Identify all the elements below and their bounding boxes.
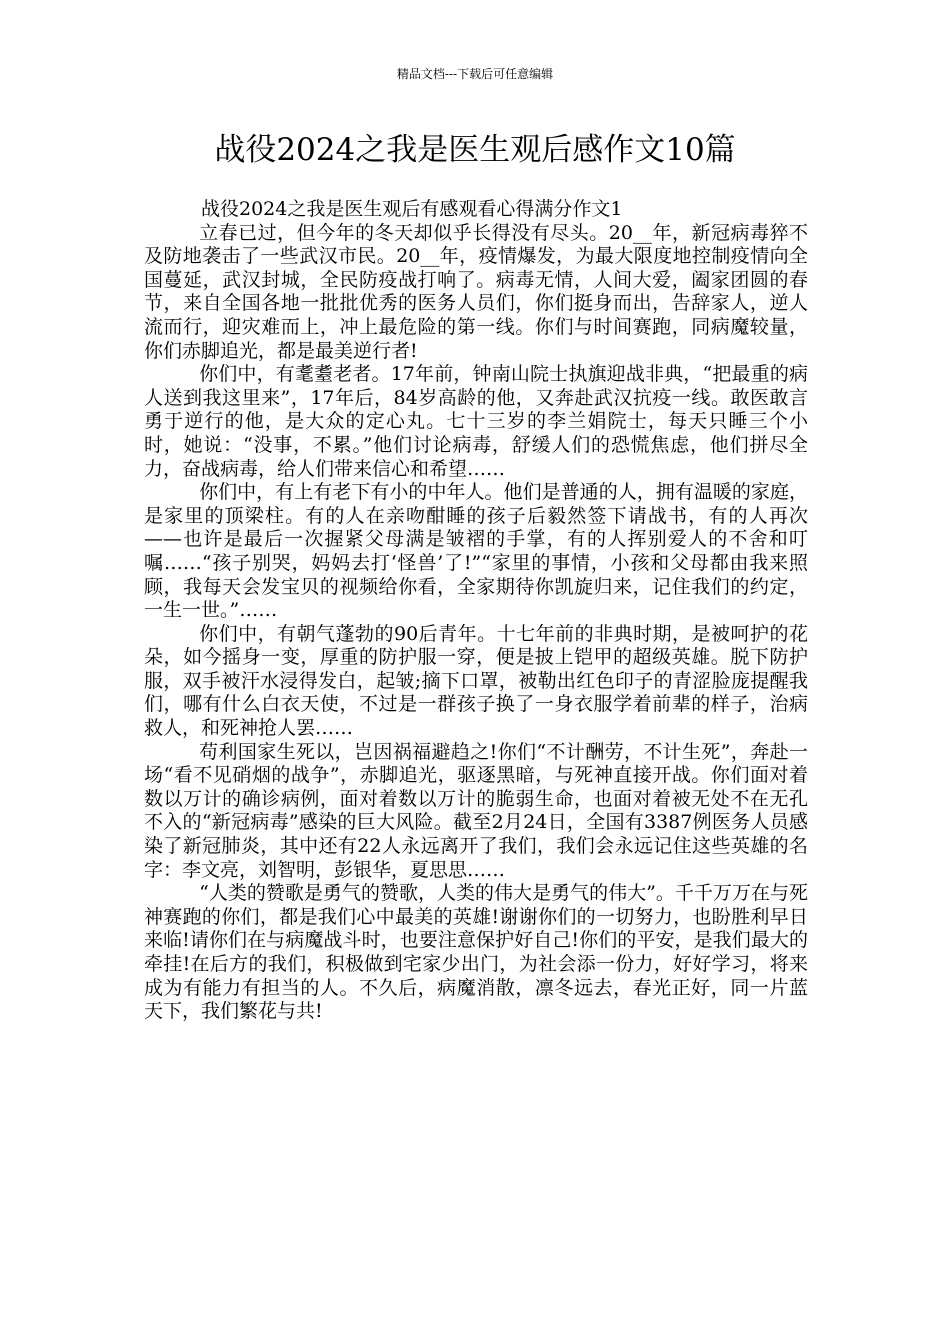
paragraph-4: 你们中，有朝气蓬勃的90后青年。十七年前的非典时期，是被呵护的花朵，如今摇身一变，厚重的防护服一穿，便是披上铠甲的超级英雄。脱下防护服，双手被汗水浸得发白，起皱;摘下口罩，被勒出红色印子的青涩脸庞提醒我们，哪有什么白衣天使，不过是一群孩子换了一身衣服学着前辈的样子，治病救人，和死神抢人罢…… (144, 622, 808, 740)
document-body (144, 198, 808, 1024)
paragraph-5: 苟利国家生死以，岂因祸福避趋之!你们“不计酬劳，不计生死”，奔赴一场“看不见硝烟的战争”，赤脚追光，驱逐黑暗，与死神直接开战。你们面对着数以万计的确诊病例，面对着数以万计的脆弱生命，也面对着被无处不在无孔不入的“新冠病毒”感染的巨大风险。截至2月24日，全国有3387例医务人员感染了新冠肺炎，其中还有22人永远离开了我们，我们会永远记住这些英雄的名字：李文亮，刘智明，彭银华，夏思思…… (144, 740, 808, 881)
paragraph-6: “人类的赞歌是勇气的赞歌，人类的伟大是勇气的伟大”。千千万万在与死神赛跑的你们，都是我们心中最美的英雄!谢谢你们的一切努力，也盼胜利早日来临!请你们在与病魔战斗时，也要注意保护好自己!你们的平安，是我们最大的牵挂!在后方的我们，积极做到宅家少出门，为社会添一份力，好好学习，将来成为有能力有担当的人。不久后，病魔消散，凛冬远去，春光正好，同一片蓝天下，我们繁花与共! (144, 882, 808, 1023)
page-header: 精品文档---下载后可任意编辑 (396, 67, 554, 81)
document-title: 战役2024之我是医生观后感作文10篇 (214, 132, 736, 168)
essay-subtitle: 战役2024之我是医生观后有感观看心得满分作文1 (201, 198, 623, 220)
paragraph-3: 你们中，有上有老下有小的中年人。他们是普通的人，拥有温暖的家庭，是家里的顶梁柱。有的人在亲吻酣睡的孩子后毅然签下请战书，有的人再次——也许是最后一次握紧父母满是皱褶的手掌，有的人挥别爱人的不舍和叮嘱……“孩子别哭，妈妈去打‘怪兽’了!”“家里的事情，小孩和父母都由我来照顾，我每天会发宝贝的视频给你看，全家期待你凯旋归来，记住我们的约定，一生一世。”…… (144, 481, 808, 622)
paragraph-1: 立春已过，但今年的冬天却似乎长得没有尽头。20__年，新冠病毒猝不及防地袭击了一些武汉市民。20__年，疫情爆发，为最大限度地控制疫情向全国蔓延，武汉封城，全民防疫战打响了。病毒无情，人间大爱，阖家团圆的春节，来自全国各地一批批优秀的医务人员们，你们挺身而出，告辞家人，逆人流而行，迎灾难而上，冲上最危险的第一线。你们与时间赛跑，同病魔较量，你们赤脚追光，都是最美逆行者! (144, 221, 808, 362)
paragraph-2: 你们中，有耄耋老者。17年前，钟南山院士执旗迎战非典，“把最重的病人送到我这里来”，17年后，84岁高龄的他，又奔赴武汉抗疫一线。敢医敢言勇于逆行的他，是大众的定心丸。七十三岁的李兰娟院士，每天只睡三个小时，她说：“没事，不累。”他们讨论病毒，舒缓人们的恐慌焦虑，他们拼尽全力，奋战病毒，给人们带来信心和希望…… (144, 363, 808, 480)
